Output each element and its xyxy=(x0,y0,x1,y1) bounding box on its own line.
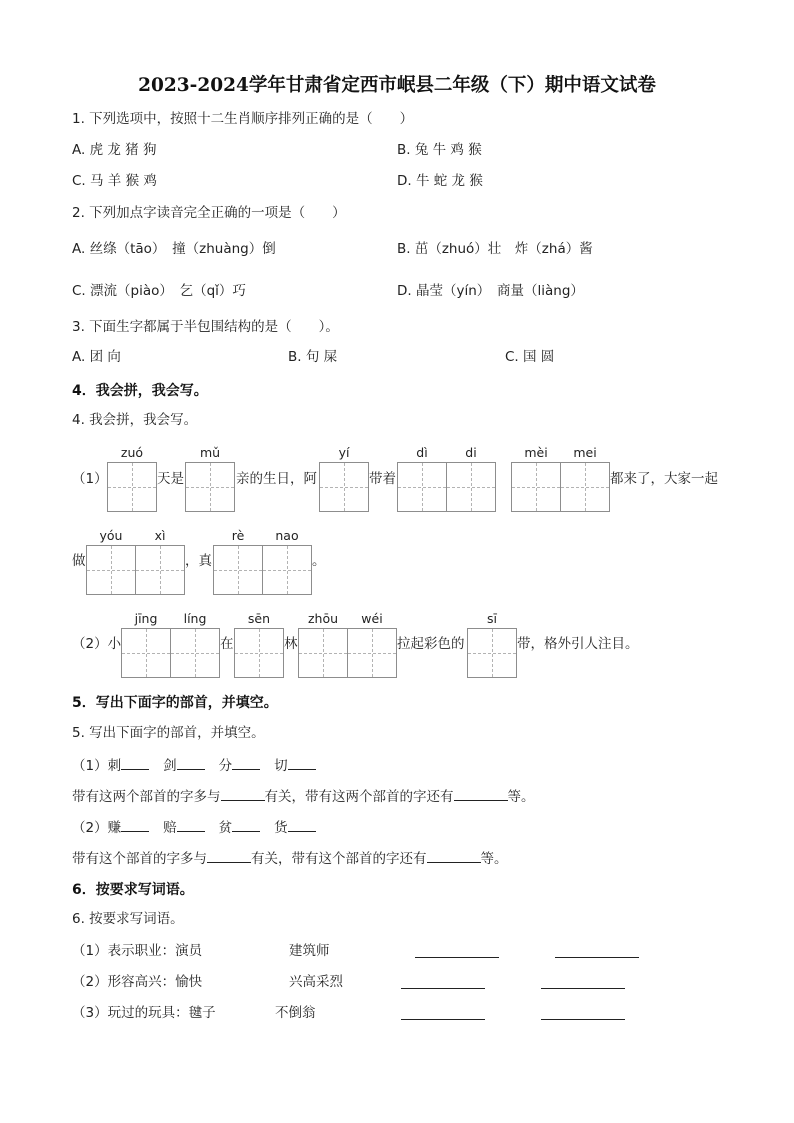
answer-blank[interactable] xyxy=(221,786,265,801)
pinyin-label: wéi xyxy=(361,611,383,626)
word-row-example: 不倒翁 xyxy=(275,1005,316,1021)
answer-blank[interactable] xyxy=(177,755,205,770)
section-6-stem: 6. 按要求写词语。 xyxy=(72,911,184,927)
answer-blank[interactable] xyxy=(177,817,205,832)
word-row-example: 建筑师 xyxy=(289,943,330,959)
writing-box[interactable] xyxy=(185,462,235,512)
sentence-text: 亲的生日，阿 xyxy=(236,471,317,487)
writing-box[interactable] xyxy=(213,545,312,595)
answer-blank[interactable] xyxy=(121,817,149,832)
q2-option-c[interactable]: C. 漂流（piào） 乞（qǐ）巧 xyxy=(72,283,246,299)
q3-option-b[interactable]: B. 句 屎 xyxy=(288,349,338,365)
radical-char: 货 xyxy=(274,820,288,836)
answer-line[interactable] xyxy=(541,1019,625,1020)
word-row-label: （1）表示职业：演员 xyxy=(72,943,203,959)
q3-option-c[interactable]: C. 国 圆 xyxy=(505,349,555,365)
fill-text: 有关，带有这个部首的字还有 xyxy=(251,851,427,867)
pinyin-label: yóu xyxy=(99,528,123,543)
section-4-stem: 4. 我会拼，我会写。 xyxy=(72,412,198,428)
writing-box[interactable] xyxy=(319,462,369,512)
writing-box[interactable] xyxy=(467,628,517,678)
answer-line[interactable] xyxy=(555,957,639,958)
sentence-text: 林 xyxy=(284,636,298,652)
sentence-text: 都来了，大家一起 xyxy=(610,471,718,487)
answer-line[interactable] xyxy=(415,957,499,958)
fill-text: 等。 xyxy=(507,789,535,805)
radical-char: 剑 xyxy=(163,758,177,774)
pinyin-label: nao xyxy=(275,528,299,543)
sentence-text: 带，格外引人注目。 xyxy=(517,636,639,652)
writing-box[interactable] xyxy=(121,628,220,678)
pinyin-label: xì xyxy=(154,528,166,543)
q1-stem: 1. 下列选项中，按照十二生肖顺序排列正确的是（ ） xyxy=(72,111,414,127)
word-row-example: 兴高采烈 xyxy=(289,974,343,990)
pinyin-label: yí xyxy=(338,445,350,460)
q2-option-b[interactable]: B. 茁（zhuó）壮 炸（zhá）酱 xyxy=(397,241,593,257)
fill-sentence-1 xyxy=(72,786,535,806)
sentence-text: 天是 xyxy=(157,471,184,487)
radical-row-1 xyxy=(72,755,316,775)
answer-blank[interactable] xyxy=(232,817,260,832)
q2-option-a[interactable]: A. 丝绦（tāo） 撞（zhuàng）倒 xyxy=(72,241,276,257)
fill-text: 带有这个部首的字多与 xyxy=(72,851,207,867)
q3-stem: 3. 下面生字都属于半包围结构的是（ ）。 xyxy=(72,319,339,335)
item-number: （1） xyxy=(72,758,108,774)
writing-box[interactable] xyxy=(86,545,185,595)
sentence-text: 在 xyxy=(220,636,234,652)
answer-line[interactable] xyxy=(541,988,625,989)
q1-option-b[interactable]: B. 兔 牛 鸡 猴 xyxy=(397,142,482,158)
answer-blank[interactable] xyxy=(288,817,316,832)
pinyin-label: mèi xyxy=(524,445,548,460)
answer-blank[interactable] xyxy=(121,755,149,770)
answer-blank[interactable] xyxy=(454,786,508,801)
section-4-heading: 4．我会拼，我会写。 xyxy=(72,383,208,399)
answer-blank[interactable] xyxy=(232,755,260,770)
radical-char: 刺 xyxy=(107,758,122,774)
pinyin-label: mǔ xyxy=(199,445,221,460)
pinyin-label: zuó xyxy=(120,445,144,460)
item-number: （1） xyxy=(72,471,108,487)
writing-box[interactable] xyxy=(298,628,397,678)
answer-line[interactable] xyxy=(401,1019,485,1020)
radical-char: 贫 xyxy=(218,820,233,836)
word-row-label: （2）形容高兴：愉快 xyxy=(72,974,203,990)
pinyin-label: dì xyxy=(416,445,428,460)
radical-char: 切 xyxy=(274,758,288,774)
sentence-text: 带着 xyxy=(369,471,396,487)
pinyin-label: di xyxy=(465,445,477,460)
pinyin-label: sēn xyxy=(247,611,271,626)
radical-char: 赔 xyxy=(163,820,177,836)
pinyin-label: rè xyxy=(231,528,245,543)
pinyin-label: jīng xyxy=(134,611,158,626)
sentence-text: 做 xyxy=(72,553,86,569)
radical-row-2 xyxy=(72,817,316,837)
fill-sentence-2 xyxy=(72,848,508,868)
sentence-text: （2）小 xyxy=(72,636,122,652)
sentence-text: ，真 xyxy=(185,553,212,569)
word-row-label: （3）玩过的玩具：毽子 xyxy=(72,1005,216,1021)
page-title: 2023-2024学年甘肃省定西市岷县二年级（下）期中语文试卷 xyxy=(138,75,656,96)
sentence-text: 。 xyxy=(312,553,326,569)
fill-text: 带有这两个部首的字多与 xyxy=(72,789,221,805)
q1-option-a[interactable]: A. 虎 龙 猪 狗 xyxy=(72,142,157,158)
writing-box[interactable] xyxy=(397,462,496,512)
section-5-heading: 5．写出下面字的部首，并填空。 xyxy=(72,695,278,711)
q3-option-a[interactable]: A. 团 向 xyxy=(72,349,121,365)
answer-line[interactable] xyxy=(401,988,485,989)
q2-stem: 2. 下列加点字读音完全正确的一项是（ ） xyxy=(72,205,346,221)
pinyin-label: mei xyxy=(573,445,597,460)
pinyin-label: zhōu xyxy=(307,611,339,626)
section-6-heading: 6．按要求写词语。 xyxy=(72,882,194,898)
pinyin-label: sī xyxy=(487,611,497,626)
item-number: （2） xyxy=(72,820,108,836)
writing-box[interactable] xyxy=(511,462,610,512)
q1-option-d[interactable]: D. 牛 蛇 龙 猴 xyxy=(397,173,483,189)
radical-char: 赚 xyxy=(107,820,122,836)
fill-text: 等。 xyxy=(480,851,508,867)
section-5-stem: 5. 写出下面字的部首，并填空。 xyxy=(72,725,265,741)
answer-blank[interactable] xyxy=(288,755,316,770)
q2-option-d[interactable]: D. 晶莹（yín） 商量（liàng） xyxy=(397,283,584,299)
sentence-text: 拉起彩色的 xyxy=(397,636,465,652)
writing-box[interactable] xyxy=(107,462,157,512)
writing-box[interactable] xyxy=(234,628,284,678)
answer-blank[interactable] xyxy=(427,848,481,863)
radical-char: 分 xyxy=(218,758,233,774)
fill-text: 有关，带有这两个部首的字还有 xyxy=(264,789,454,805)
q1-option-c[interactable]: C. 马 羊 猴 鸡 xyxy=(72,173,157,189)
answer-blank[interactable] xyxy=(207,848,251,863)
pinyin-label: líng xyxy=(183,611,207,626)
